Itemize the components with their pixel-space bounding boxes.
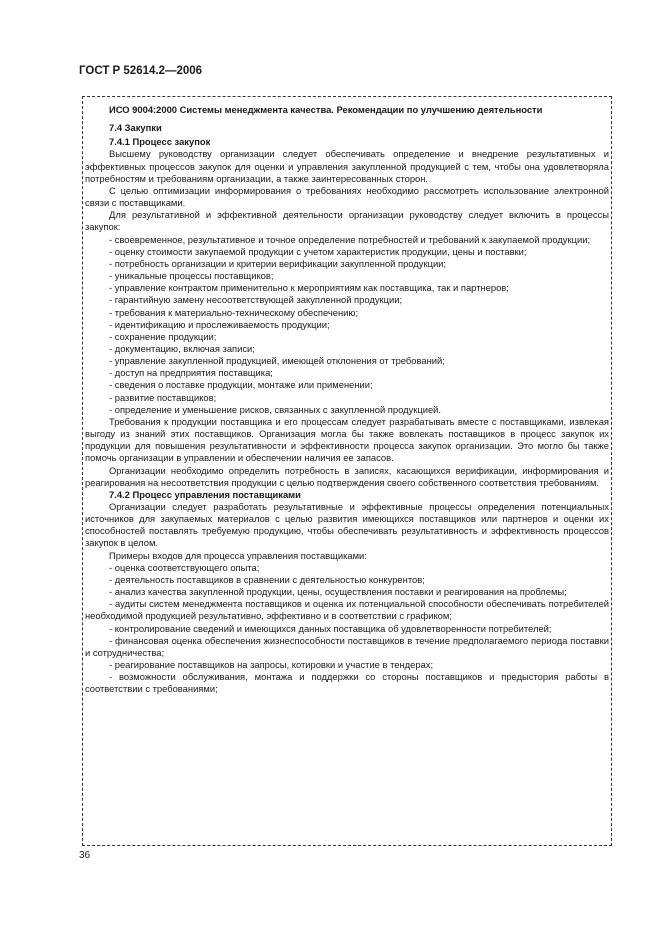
list-item: - определение и уменьшение рисков, связанных с закупленной продукцией. [109,403,442,415]
list-item: - развитие поставщиков; [109,391,217,403]
paragraph: Требования к продукции поставщика и его процессам следует разрабатывать вместе с поставщиками, извлекая выгоду из знаний этих поставщиков. Организация могла бы также вовлекать поставщиков в процесс закупок их продукции для повышения результативности и эффективности процесса закупок организации. Это могло бы также помочь организации в управлении и обеспечении наличия ее запасов. [85,415,609,464]
list-item: - контролирование сведений и имеющихся данных поставщика об удовлетворенности потребителей; [109,622,552,634]
list-item: - требования к материально-техническому обеспечению; [109,306,359,318]
list-item: - документацию, включая записи; [109,342,255,354]
list-item: - реагирование поставщиков на запросы, котировки и участие в тендерах; [109,659,434,671]
paragraph: Организации следует разработать результативные и эффективные процессы определения потенциальных источников для закупаемых материалов с целью развития имеющихся поставщиков или партнеров и оценки их способностей поставлять требуемую продукцию, чтобы обеспечивать результативность и эффективность процессов закупок в целом. [85,501,609,549]
list-item: - уникальные процессы поставщиков; [109,270,274,282]
list-item: - сохранение продукции; [109,330,217,342]
list-item: - оценка соответствующего опыта; [109,561,260,573]
list-item: - гарантийную замену несоответствующей закупленной продукции; [109,294,403,306]
list-item: - оценку стоимости закупаемой продукции с учетом характеристик продукции, цены и поставки; [109,245,527,257]
list-item: - сведения о поставке продукции, монтаже или применении; [109,379,373,391]
paragraph: Организации необходимо определить потребность в записях, касающихся верификации, информирования и реагирования на несоответствия продукции с целью подтверждения своего собственного соответствия требованиям. [85,464,609,488]
standard-title: ИСО 9004:2000 Системы менеджмента качества. Рекомендации по улучшению деятельности [109,104,543,115]
document-body [85,104,609,696]
paragraph: Для результативной и эффективной деятельности организации руководству следует включить в процессы закупок: [85,209,609,233]
document-header: ГОСТ Р 52614.2—2006 [79,65,203,77]
list-item: - финансовая оценка обеспечения жизнеспособности поставщиков в течение предполагаемого периода поставки и сотрудничества; [85,634,609,658]
list-item: - управление закупленной продукцией, имеющей отклонения от требований; [109,355,445,367]
section-heading-7-4-2: 7.4.2 Процесс управления поставщиками [109,488,301,500]
page-number: 36 [79,850,91,861]
list-item: - своевременное, результативное и точное определение потребностей и требований к закупаемой продукции; [109,233,591,245]
list-item: - возможности обслуживания, монтажа и поддержки со стороны поставщиков и предыстория работы в соответствии с требованиями; [85,671,609,695]
list-item: - идентификацию и прослеживаемость продукции; [109,318,330,330]
list-item: - деятельность поставщиков в сравнении с деятельностью конкурентов; [109,573,425,585]
list-item: - управление контрактом применительно к мероприятиям как поставщика, так и партнеров; [109,282,509,294]
list-item: - доступ на предприятия поставщика; [109,367,273,379]
paragraph: Примеры входов для процесса управления поставщиками: [109,549,367,561]
section-heading-7-4-1: 7.4.1 Процесс закупок [109,136,211,148]
list-item: - анализ качества закупленной продукции, цены, осуществления поставки и реагирования на проблемы; [109,586,567,598]
list-item: - аудиты систем менеджмента поставщиков и оценка их потенциальной способности обеспечивать потребителей необходимой продукцией результативно, эффективно и в соответствии с графиком; [85,598,609,622]
section-heading-7-4: 7.4 Закупки [109,122,162,134]
list-item: - потребность организации и критерии верификации закупленной продукции; [109,257,447,269]
paragraph: С целью оптимизации информирования о требованиях необходимо рассмотреть использование электронной связи с поставщиками. [85,184,609,209]
paragraph: Высшему руководству организации следует обеспечивать определение и внедрение результативных и эффективных процессов закупок для оценки и управления закупленной продукцией с тем, чтобы она удовлетворяла потребностям и требованиям организации, а также заинтересованных сторон. [85,148,609,184]
